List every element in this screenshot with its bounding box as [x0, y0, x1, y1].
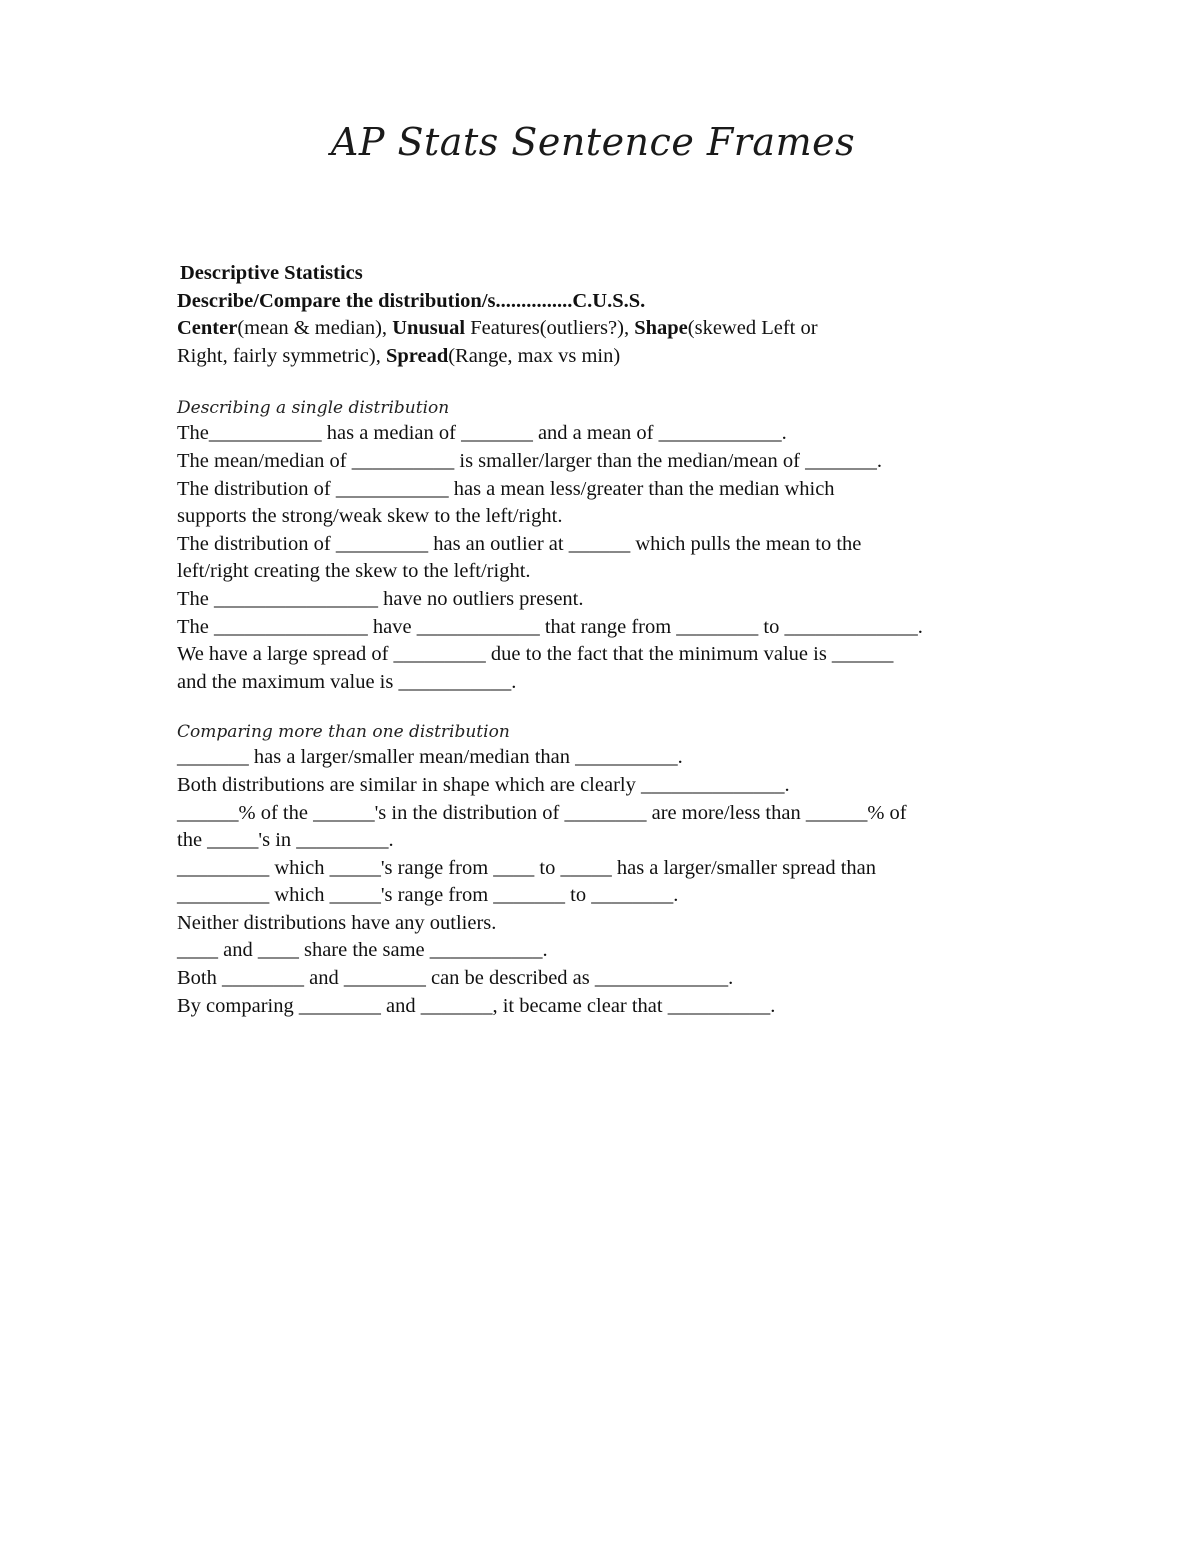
center-text: (mean & median), — [237, 317, 393, 340]
single-distribution-frames — [177, 420, 1037, 696]
sentence-frame: _______ has a larger/smaller mean/median than __________. — [177, 746, 683, 769]
sentence-frame: We have a large spread of _________ due to the fact that the minimum value is ______ — [177, 643, 894, 666]
sentence-frame: _________ which _____'s range from ____ to _____ has a larger/smaller spread than — [177, 856, 877, 879]
sentence-frame: left/right creating the skew to the left/right. — [177, 560, 531, 583]
cuss-line2-text: Right, fairly symmetric), — [177, 344, 386, 367]
sentence-frame: Both ________ and ________ can be described as _____________. — [177, 967, 734, 990]
sentence-frame: The___________ has a median of _______ and a mean of ____________. — [177, 422, 787, 445]
cuss-definition-line-1 — [177, 315, 1037, 343]
document-title: AP Stats Sentence Frames — [330, 120, 856, 164]
sentence-frame: ______% of the ______'s in the distribution of ________ are more/less than ______% of — [177, 801, 907, 824]
sentence-frame: the _____'s in _________. — [177, 829, 394, 852]
spread-label: Spread — [385, 344, 449, 367]
sentence-frame: and the maximum value is ___________. — [177, 670, 517, 693]
sentence-frame: The distribution of ___________ has a mean less/greater than the median which — [177, 477, 835, 500]
sentence-frame: By comparing ________ and _______, it became clear that __________. — [177, 994, 776, 1017]
section-heading: Descriptive Statistics — [180, 262, 363, 284]
sentence-frame: _________ which _____'s range from _______ to ________. — [177, 884, 679, 907]
center-label: Center — [177, 317, 238, 340]
single-distribution-subheading: Describing a single distribution — [177, 398, 450, 419]
unusual-text: Features(outliers?), — [465, 317, 635, 340]
spread-text: (Range, max vs min) — [448, 344, 621, 367]
compare-distributions-frames — [177, 744, 1037, 1020]
spacer — [177, 696, 1037, 720]
document-body — [177, 260, 1037, 1020]
cuss-definition-line-2 — [177, 343, 1037, 371]
sentence-frame: The mean/median of __________ is smaller/larger than the median/mean of _______. — [177, 449, 882, 472]
sentence-frame: The distribution of _________ has an outlier at ______ which pulls the mean to the — [177, 532, 862, 555]
shape-label: Shape — [634, 317, 688, 340]
unusual-label: Unusual — [392, 317, 466, 340]
sentence-frame: Neither distributions have any outliers. — [177, 911, 497, 934]
sentence-frame: The ________________ have no outliers present. — [177, 587, 584, 610]
sentence-frame: The _______________ have ____________ that range from ________ to _____________. — [177, 615, 923, 638]
compare-distributions-subheading: Comparing more than one distribution — [177, 722, 510, 743]
sentence-frame: Both distributions are similar in shape which are clearly ______________. — [177, 773, 790, 796]
shape-text: (skewed Left or — [687, 317, 818, 340]
spacer — [177, 370, 1037, 396]
sentence-frame: ____ and ____ share the same ___________. — [177, 939, 548, 962]
cuss-line: Describe/Compare the distribution/s...............C.U.S.S. — [177, 289, 646, 312]
sentence-frame: supports the strong/weak skew to the left/right. — [177, 505, 563, 528]
